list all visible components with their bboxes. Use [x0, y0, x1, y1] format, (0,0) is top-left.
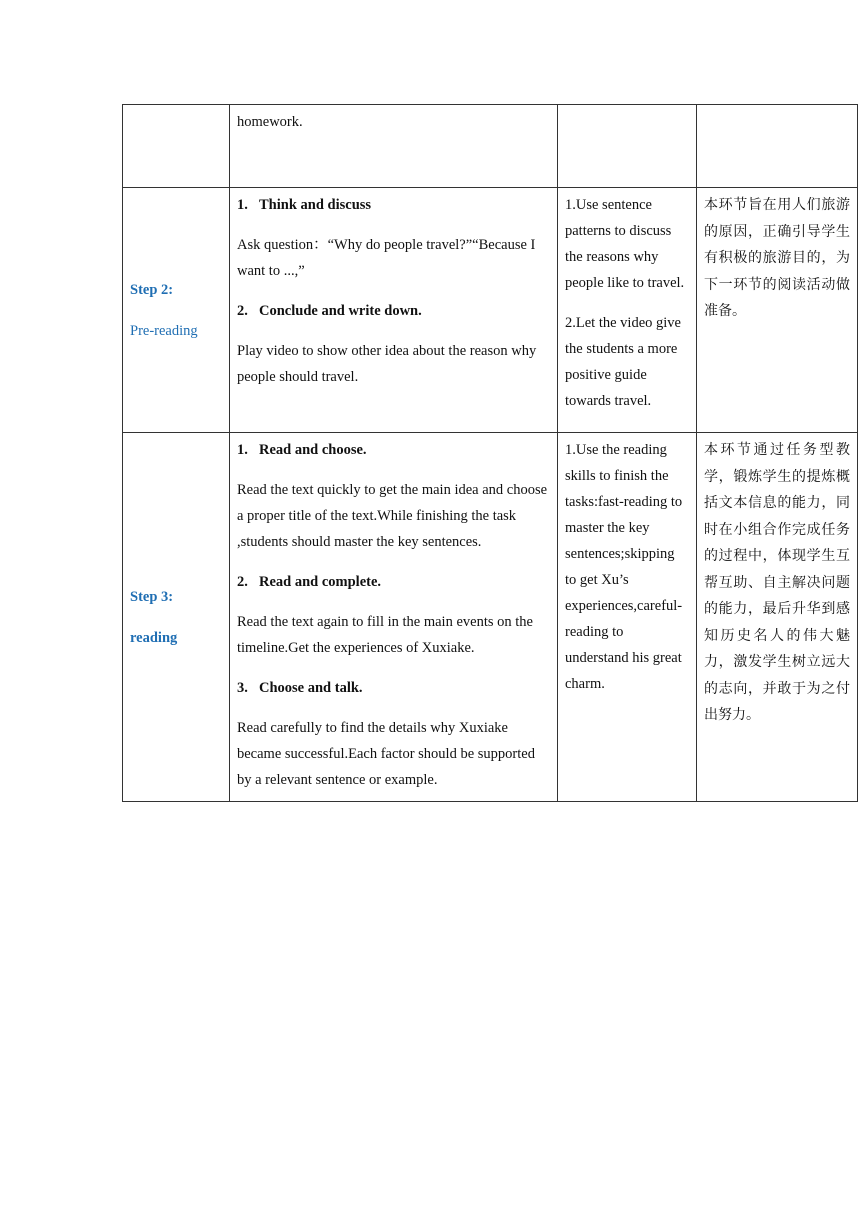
activity-heading [237, 298, 550, 324]
activity-cell [230, 105, 558, 188]
item-heading-text: Conclude and write down. [259, 303, 422, 319]
aim-text: 1.Use the reading skills to finish the tasks:fast-reading to master the key sentences;skipping to get Xu’s experiences,careful-reading to understand his great charm. [565, 442, 683, 692]
step-subtitle: Pre-reading [130, 322, 198, 339]
item-heading-text: Read and complete. [259, 574, 382, 590]
table-row [123, 188, 858, 433]
activity-heading [237, 192, 550, 218]
step-cell-empty [123, 105, 230, 188]
table-row [123, 433, 858, 802]
activity-heading [237, 437, 550, 463]
aim-cell [558, 105, 697, 188]
step-title: Step 2: [130, 281, 174, 298]
item-number: 1. [237, 442, 248, 458]
activity-heading [237, 675, 550, 701]
activity-cell [230, 188, 558, 433]
activity-text: Ask question：“Why do people travel?”“Because I want to ...,” [237, 237, 536, 279]
item-number: 2. [237, 574, 248, 590]
activity-text: Read the text quickly to get the main idea and choose a proper title of the text.While finishing the task ,students should master the key sentences. [237, 482, 548, 550]
activity-text: homework. [237, 114, 303, 130]
step-cell [123, 433, 230, 802]
intent-cell [697, 105, 858, 188]
item-number: 2. [237, 303, 248, 319]
item-heading-text: Think and discuss [259, 197, 372, 213]
intent-cell [697, 188, 858, 433]
aim-cell [558, 188, 697, 433]
activity-heading [237, 569, 550, 595]
item-number: 3. [237, 680, 248, 696]
step-title: Step 3: [130, 588, 174, 605]
aim-text: 2.Let the video give the students a more positive guide towards travel. [565, 315, 681, 409]
activity-cell [230, 433, 558, 802]
item-heading-text: Choose and talk. [259, 680, 363, 696]
item-number: 1. [237, 197, 248, 213]
table-row [123, 105, 858, 188]
intent-cell [697, 433, 858, 802]
item-heading-text: Read and choose. [259, 442, 367, 458]
aim-text: 1.Use sentence patterns to discuss the reasons why people like to travel. [565, 197, 685, 291]
step-subtitle: reading [130, 629, 178, 646]
activity-text: Read the text again to fill in the main events on the timeline.Get the experiences of Xuxiake. [237, 614, 533, 656]
aim-cell [558, 433, 697, 802]
lesson-plan-table [122, 104, 858, 802]
activity-text: Read carefully to find the details why Xuxiake became successful.Each factor should be supported by a relevant sentence or example. [237, 720, 535, 788]
step-cell [123, 188, 230, 433]
activity-text: Play video to show other idea about the reason why people should travel. [237, 343, 537, 385]
intent-text: 本环节旨在用人们旅游的原因，正确引导学生有积极的旅游目的，为下一环节的阅读活动做准备。 [704, 197, 850, 319]
intent-text: 本环节通过任务型教学，锻炼学生的提炼概括文本信息的能力，同时在小组合作完成任务的过程中，体现学生互帮互助、自主解决问题的能力，最后升华到感知历史名人的伟大魅力，激发学生树立远大的志向，并敢于为之付出努力。 [704, 442, 850, 723]
